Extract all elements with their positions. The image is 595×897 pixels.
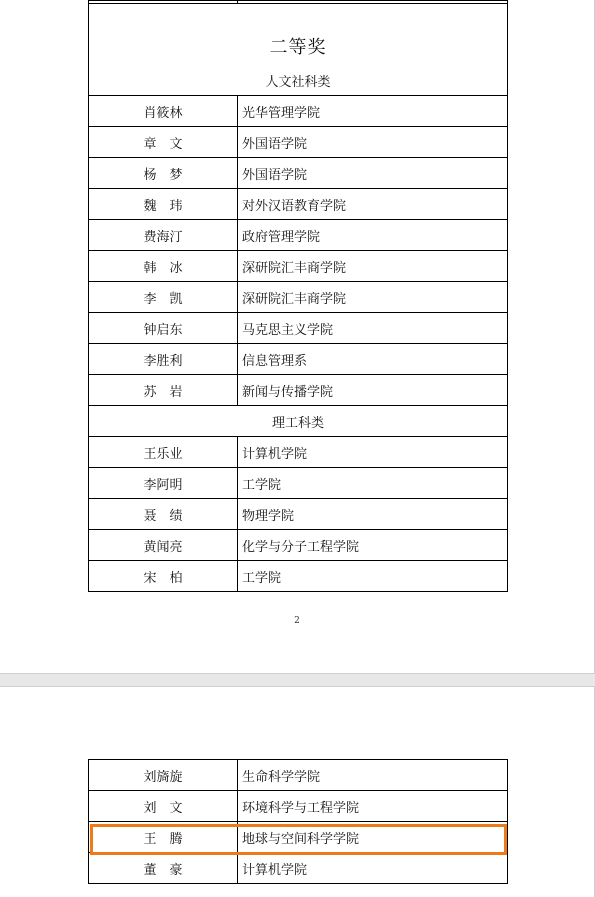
table-row: [89, 561, 508, 592]
table-row: [89, 375, 508, 406]
table-row: [89, 760, 508, 791]
department: 化学与分子工程学院: [238, 530, 508, 561]
grade-title: 二等奖: [269, 37, 327, 58]
document-page-3: [0, 686, 595, 897]
department: 地球与空间科学学院: [238, 822, 508, 853]
department: 环境科学与工程学院: [238, 791, 508, 822]
department: 信息管理系: [238, 344, 508, 375]
award-table-page-3: [88, 759, 508, 884]
table-row: [89, 313, 508, 344]
student-name: 王 腾: [89, 822, 238, 853]
table-row: [89, 189, 508, 220]
department: 外国语学院: [238, 158, 508, 189]
table-row: [89, 251, 508, 282]
student-name: 章 文: [89, 127, 238, 158]
page-number: 2: [294, 616, 300, 626]
department: 工学院: [238, 468, 508, 499]
grade-title-row: [89, 4, 508, 96]
student-name: 韩 冰: [89, 251, 238, 282]
grade-title-cell: [89, 4, 508, 96]
department: 外国语学院: [238, 127, 508, 158]
student-name: 宋 柏: [89, 561, 238, 592]
student-name: 费海汀: [89, 220, 238, 251]
table-row: [89, 344, 508, 375]
category-row-science: [89, 406, 508, 437]
table-row: [89, 499, 508, 530]
award-table-page-2: [88, 0, 508, 592]
student-name: 王乐业: [89, 437, 238, 468]
student-name: 魏 玮: [89, 189, 238, 220]
department: 光华管理学院: [238, 96, 508, 127]
student-name: 李 凯: [89, 282, 238, 313]
department: 计算机学院: [238, 437, 508, 468]
table-row: [89, 127, 508, 158]
student-name: 钟启东: [89, 313, 238, 344]
department: 新闻与传播学院: [238, 375, 508, 406]
table-row: [89, 96, 508, 127]
table-row-highlighted[interactable]: [89, 822, 508, 853]
department: 生命科学学院: [238, 760, 508, 791]
student-name: 肖筱林: [89, 96, 238, 127]
department: 对外汉语教育学院: [238, 189, 508, 220]
table-row: [89, 282, 508, 313]
category-heading-science: 理工科类: [89, 406, 508, 437]
department: 工学院: [238, 561, 508, 592]
table-row: [89, 468, 508, 499]
student-name: 刘旖旋: [89, 760, 238, 791]
department: 政府管理学院: [238, 220, 508, 251]
department: 马克思主义学院: [238, 313, 508, 344]
student-name: 李阿明: [89, 468, 238, 499]
student-name: 黄闻亮: [89, 530, 238, 561]
category-heading-humanities: 人文社科类: [265, 75, 331, 90]
student-name: 李胜利: [89, 344, 238, 375]
table-row: [89, 220, 508, 251]
student-name: 董 豪: [89, 853, 238, 884]
table-row: [89, 437, 508, 468]
table-row: [89, 530, 508, 561]
table-row: [89, 853, 508, 884]
table-row: [89, 158, 508, 189]
department: 深研院汇丰商学院: [238, 251, 508, 282]
student-name: 杨 梦: [89, 158, 238, 189]
department: 计算机学院: [238, 853, 508, 884]
student-name: 苏 岩: [89, 375, 238, 406]
table-row: [89, 791, 508, 822]
student-name: 聂 绩: [89, 499, 238, 530]
student-name: 刘 文: [89, 791, 238, 822]
department: 深研院汇丰商学院: [238, 282, 508, 313]
department: 物理学院: [238, 499, 508, 530]
